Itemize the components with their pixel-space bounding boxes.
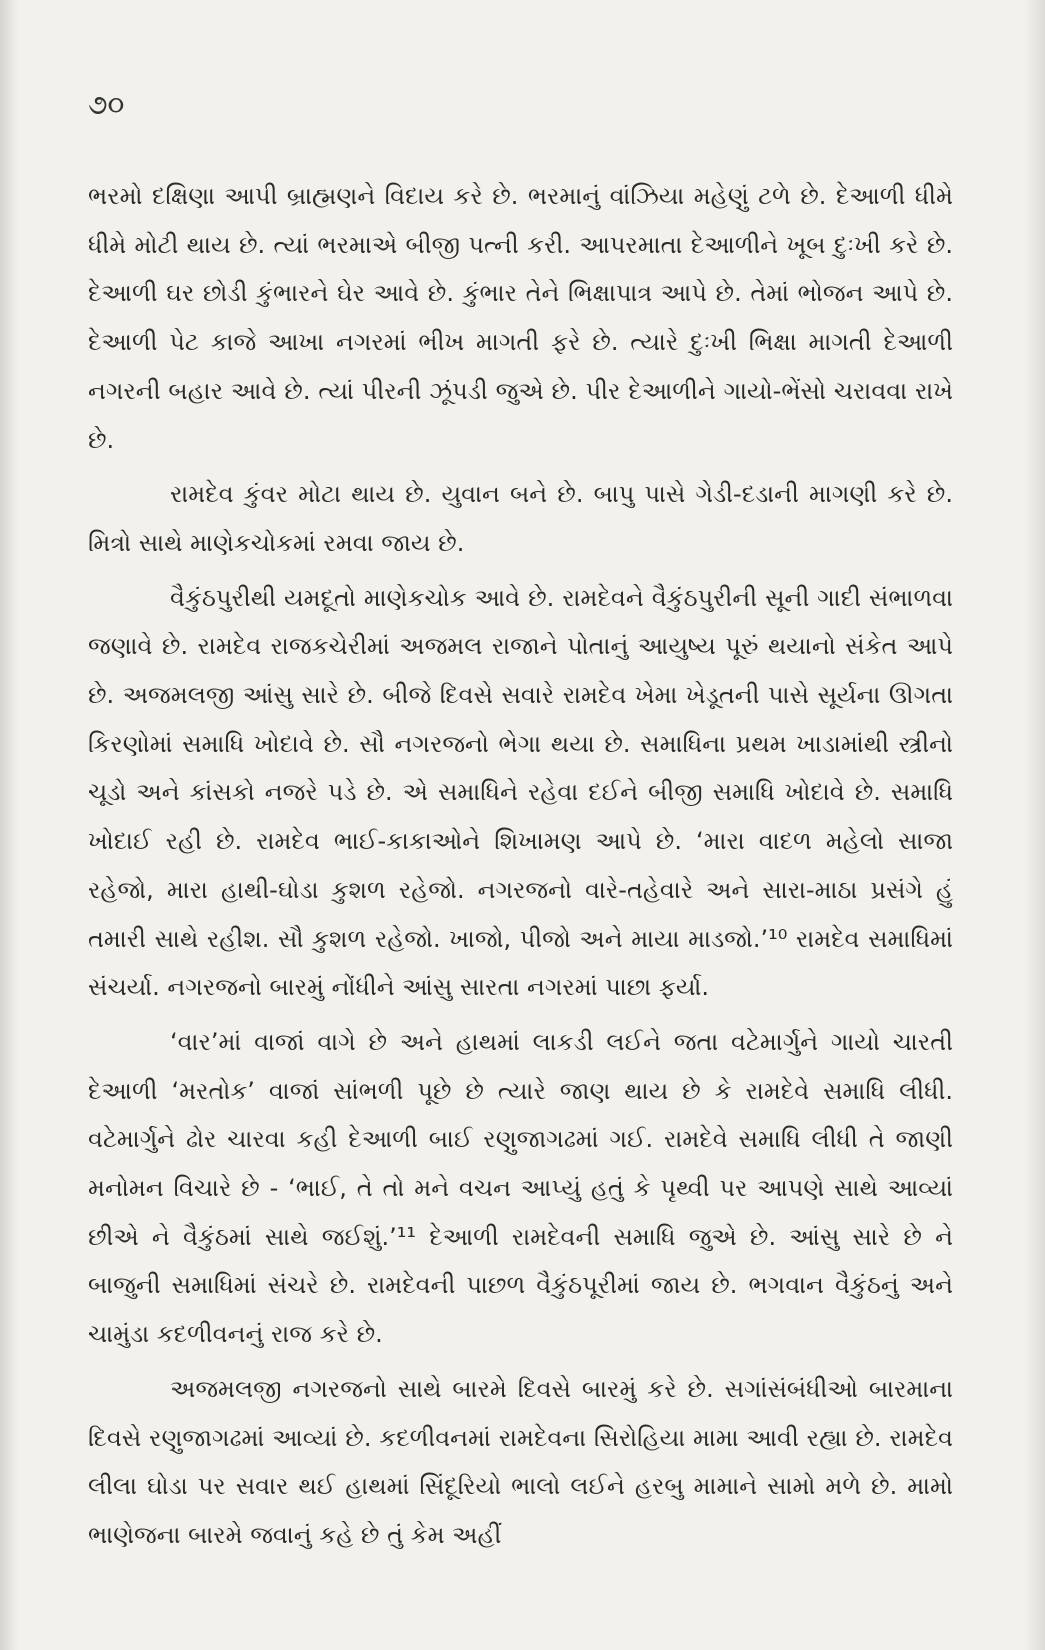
page-gutter-shadow — [0, 0, 18, 1650]
paragraph-3: વૈકુંઠપુરીથી યમદૂતો માણેકચોક આવે છે. રામદેવને વૈકુંઠપુરીની સૂની ગાદી સંભાળવા જણાવે છે. રામદેવ રાજકચેરીમાં અજમલ રાજાને પોતાનું આયુષ્ય પૂરું થયાનો સંકેત આપે છે. અજમલજી આંસુ સારે છે. બીજે દિવસે સવારે રામદેવ ખેમા ખેડૂતની પાસે સૂર્યના ઊગતા કિરણોમાં સમાધિ ખોદાવે છે. સૌ નગરજનો ભેગા થયા છે. સમાધિના પ્રથમ ખાડામાંથી સ્ત્રીનો ચૂડો અને કાંસકો નજરે પડે છે. એ સમાધિને રહેવા દઈને બીજી સમાધિ ખોદાવે છે. સમાધિ ખોદાઈ રહી છે. રામદેવ ભાઈ-કાકાઓને શિખામણ આપે છે. ‘મારા વાદળ મહેલો સાજા રહેજો, મારા હાથી-ઘોડા કુશળ રહેજો. નગરજનો વારે-તહેવારે અને સારા-માઠા પ્રસંગે હું તમારી સાથે રહીશ. સૌ કુશળ રહેજો. ખાજો, પીજો અને માયા માડજો.’¹⁰ રામદેવ સમાધિમાં સંચર્યા. નગરજનો બારમું નોંધીને આંસુ સારતા નગરમાં પાછા ફર્યા. — [88, 583, 953, 1002]
paragraph-4: ‘વાર’માં વાજાં વાગે છે અને હાથમાં લાકડી લઈને જતા વટેમાર્ગુને ગાયો ચારતી દેઆળી ‘મરતોક’ વાજાં સાંભળી પૂછે છે ત્યારે જાણ થાય છે કે રામદેવે સમાધિ લીધી. વટેમાર્ગુને ઢોર ચારવા કહી દેઆળી બાઈ રણુજાગઢમાં ગઈ. રામદેવે સમાધિ લીધી તે જાણી મનોમન વિચારે છે - ‘ભાઈ, તે તો મને વચન આપ્યું હતું કે પૃથ્વી પર આપણે સાથે આવ્યાં છીએ ને વૈકુંઠમાં સાથે જઈશું.’¹¹ દેઆળી રામદેવની સમાધિ જુએ છે. આંસુ સારે છે ને બાજુની સમાધિમાં સંચરે છે. રામદેવની પાછળ વૈકુંઠપૂરીમાં જાય છે. ભગવાન વૈકુંઠનું અને ચામુંડા કદળીવનનું રાજ કરે છે. — [88, 1027, 953, 1349]
page-edge — [1025, 0, 1045, 1650]
paragraph-1: ભરમો દક્ષિણા આપી બ્રાહ્મણને વિદાય કરે છે. ભરમાનું વાંઝિયા મહેણું ટળે છે. દેઆળી ધીમે ધીમે મોટી થાય છે. ત્યાં ભરમાએ બીજી પત્ની કરી. આપરમાતા દેઆળીને ખૂબ દુઃખી કરે છે. દેઆળી ઘર છોડી કુંભારને ઘેર આવે છે. કુંભાર તેને ભિક્ષાપાત્ર આપે છે. તેમાં ભોજન આપે છે. દેઆળી પેટ કાજે આખા નગરમાં ભીખ માગતી ફરે છે. ત્યારે દુઃખી ભિક્ષા માગતી દેઆળી નગરની બહાર આવે છે. ત્યાં પીરની ઝૂંપડી જુએ છે. પીર દેઆળીને ગાયો-ભેંસો ચરાવવા રાખે છે. — [88, 182, 953, 454]
body-text — [88, 172, 953, 1566]
paragraph-2: રામદેવ કુંવર મોટા થાય છે. યુવાન બને છે. બાપુ પાસે ગેડી-દડાની માગણી કરે છે. મિત્રો સાથે માણેકચોકમાં રમવા જાય છે. — [88, 480, 953, 557]
paragraph-5: અજમલજી નગરજનો સાથે બારમે દિવસે બારમું કરે છે. સગાંસંબંધીઓ બારમાના દિવસે રણુજાગઢમાં આવ્યાં છે. કદળીવનમાં રામદેવના સિરોહિયા મામા આવી રહ્યા છે. રામદેવ લીલા ઘોડા પર સવાર થઈ હાથમાં સિંદૂરિયો ભાલો લઈને હરબુ મામાને સામો મળે છે. મામો ભાણેજના બારમે જવાનું કહે છે તું કેમ અહીં — [88, 1374, 953, 1549]
page-number: ૭૦ — [88, 88, 125, 121]
